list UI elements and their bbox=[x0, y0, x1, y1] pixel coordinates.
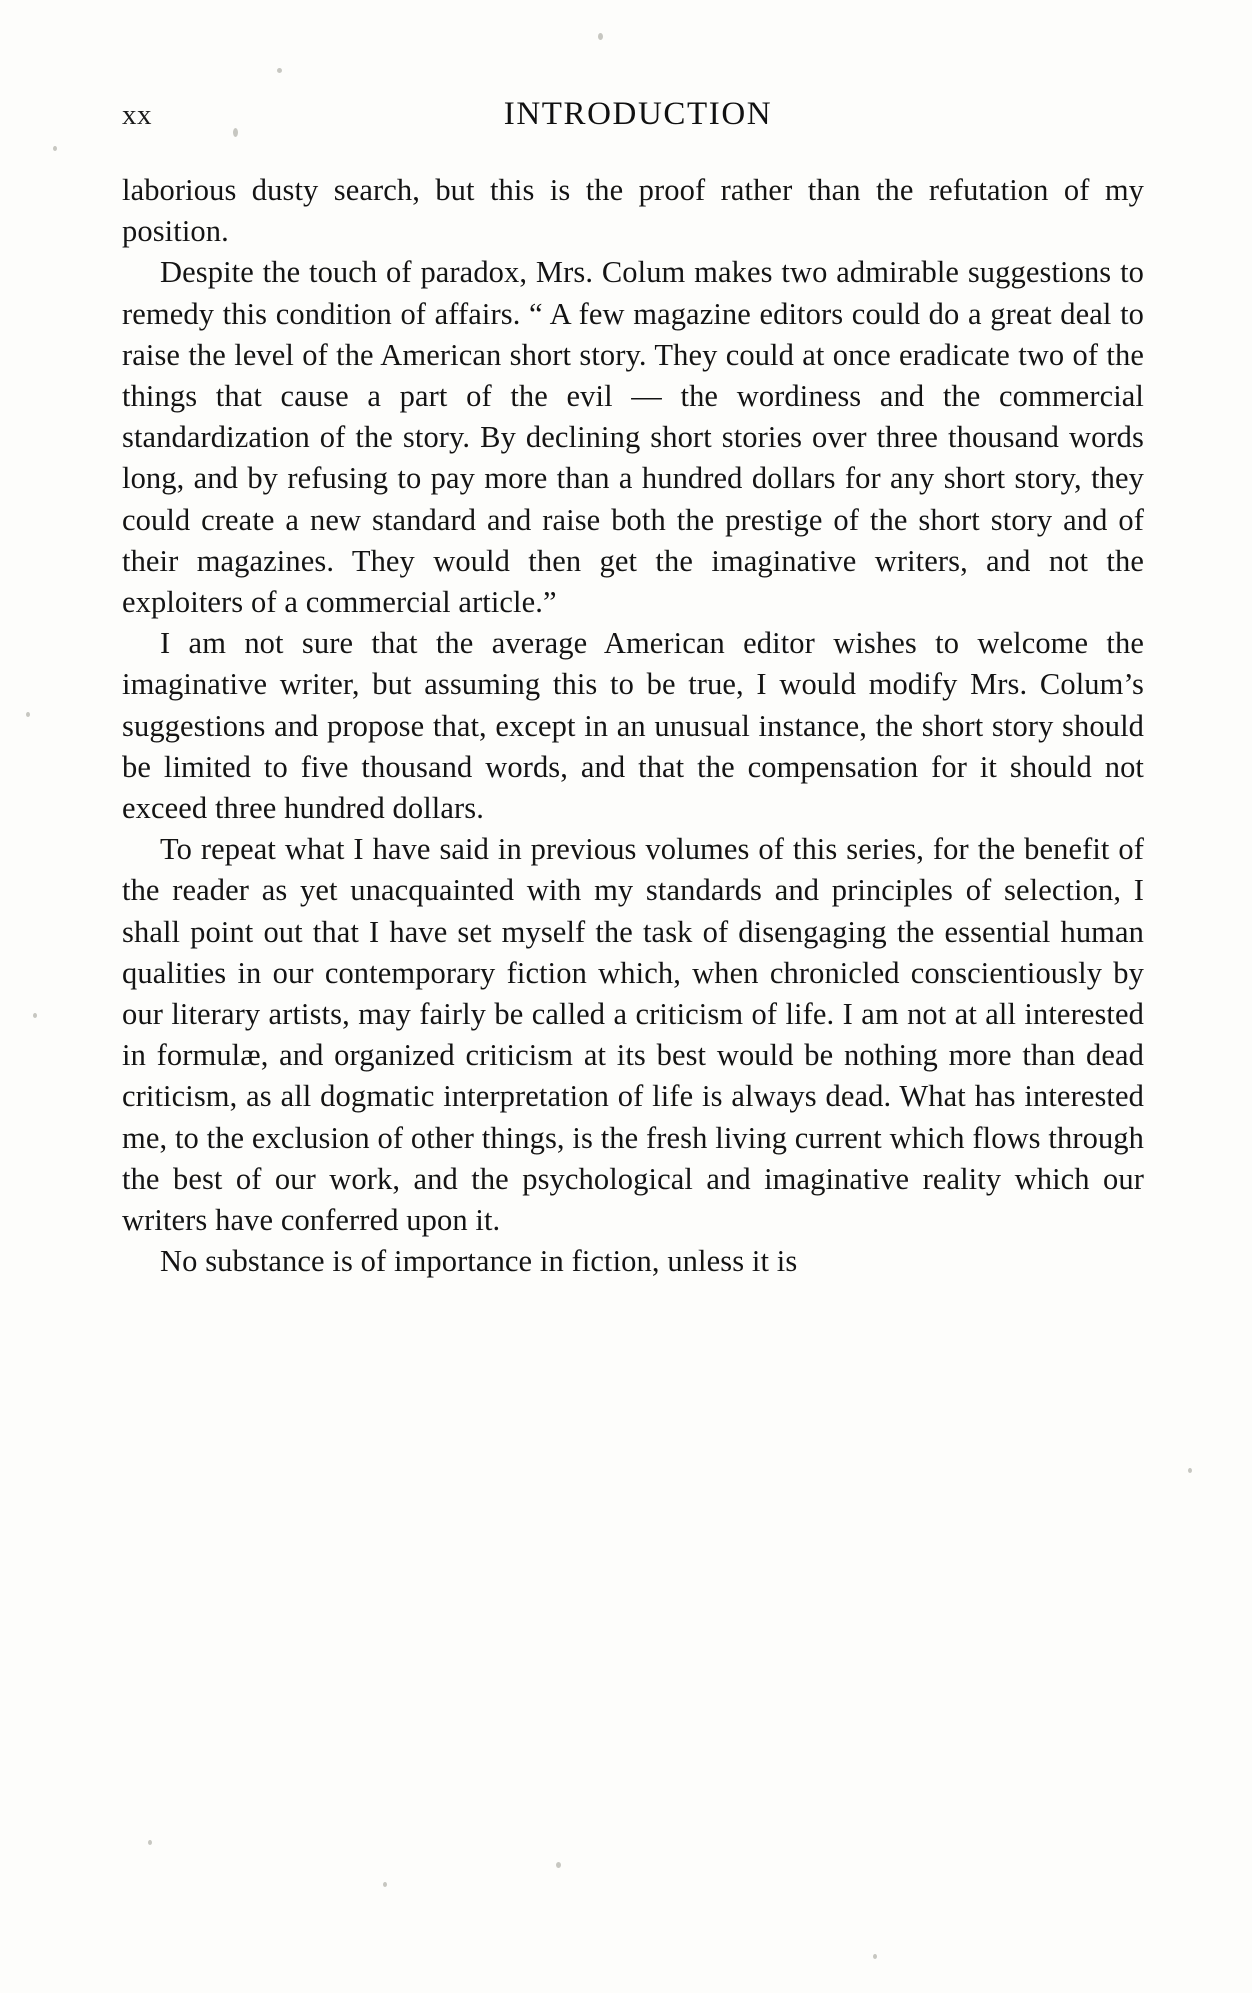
running-head: INTRODUCTION bbox=[503, 96, 773, 132]
scan-speck bbox=[1188, 1468, 1192, 1473]
paragraph: To repeat what I have said in previous volumes of this series, for the benefit of the reader as yet unacquainted with my standards and principles of selection, I shall point out that I have set myself the task of disengaging the essential human qualities in our contemporary fiction which, when chronicled conscientiously by our literary artists, may fairly be called a criticism of life. I am not at all interested in formulæ, and organized criticism at its best would be nothing more than dead criticism, as all dogmatic interpretation of life is always dead. What has interested me, to the exclusion of other things, is the fresh living current which flows through the best of our work, and the psychological and imaginative reality which our writers have conferred upon it. bbox=[122, 832, 1144, 1238]
body-text bbox=[122, 170, 1144, 1282]
paragraph: No substance is of importance in fiction, unless it is bbox=[160, 1244, 798, 1279]
page-content bbox=[122, 96, 1144, 1282]
scan-speck bbox=[598, 33, 603, 40]
paragraph: I am not sure that the average American editor wishes to welcome the imaginative writer, but assuming this to be true, I would modify Mrs. Colum’s suggestions and propose that, except in an unusual instance, the short story should be limited to five thousand words, and that the compensation for it should not exceed three hundred dollars. bbox=[122, 626, 1144, 826]
page-number: xx bbox=[122, 99, 152, 131]
scan-speck bbox=[26, 712, 30, 717]
page-header bbox=[122, 96, 1144, 152]
scan-speck bbox=[556, 1862, 561, 1868]
scan-speck bbox=[53, 146, 57, 151]
scan-speck bbox=[383, 1882, 387, 1887]
scan-speck bbox=[148, 1840, 152, 1845]
paragraph: Despite the touch of paradox, Mrs. Colum makes two admirable suggestions to remedy this condition of affairs. “ A few magazine editors could do a great deal to raise the level of the American short story. They could at once eradicate two of the things that cause a part of the evil — the wordiness and the commercial standardization of the story. By declining short stories over three thousand words long, and by refusing to pay more than a hundred dollars for any short story, they could create a new standard and raise both the prestige of the short story and of their magazines. They would then get the imaginative writers, and not the exploiters of a commercial article.” bbox=[122, 255, 1144, 620]
scan-speck bbox=[873, 1954, 877, 1959]
scan-speck bbox=[277, 68, 282, 73]
scan-speck bbox=[33, 1013, 37, 1018]
paragraph: laborious dusty search, but this is the proof rather than the refutation of my position. bbox=[122, 173, 1144, 249]
